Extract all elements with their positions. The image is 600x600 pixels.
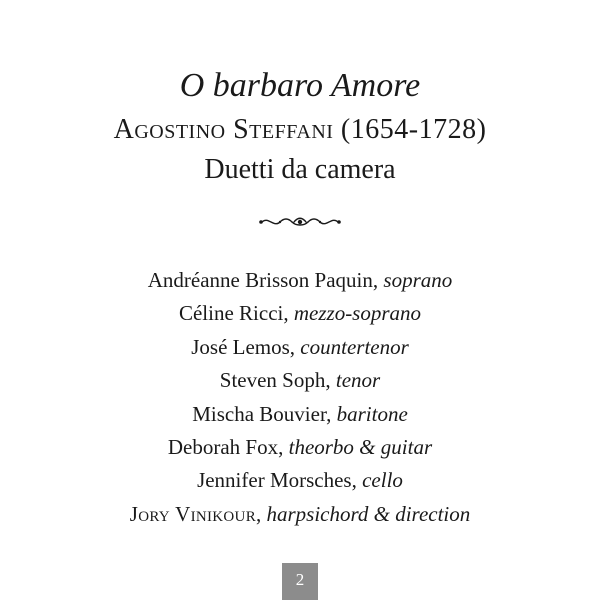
performer-name: Mischa Bouvier (192, 401, 327, 426)
performer-entry: Jennifer Morsches, cello (197, 468, 403, 493)
performer-role: harpsichord & direction (266, 501, 471, 526)
performer-role: soprano (383, 268, 453, 292)
performer-entry: Mischa Bouvier, baritone (192, 401, 408, 426)
performer-entry: Andréanne Brisson Paquin, soprano (147, 268, 453, 292)
performer-role: theorbo & guitar (288, 434, 433, 459)
performer-role: cello (362, 468, 403, 493)
performer-role: countertenor (300, 334, 409, 359)
performer-name: Andréanne Brisson Paquin (147, 268, 373, 292)
performer-name: Steven Soph (219, 368, 326, 393)
performer-name: Deborah Fox (167, 434, 279, 459)
performer-name: Jory Vinikour (129, 501, 256, 526)
performer-name: José Lemos (191, 334, 290, 359)
performer-entry: Céline Ricci, mezzo-soprano (178, 301, 422, 326)
performer-role: tenor (335, 368, 381, 393)
performer-entry: Deborah Fox, theorbo & guitar (167, 434, 433, 459)
page-number: 2 (282, 563, 318, 600)
performer-entry: Jory Vinikour, harpsichord & direction (129, 501, 471, 526)
fleuron-divider-icon (258, 212, 342, 232)
album-subtitle: Duetti da camera (204, 154, 396, 185)
performer-entry: José Lemos, countertenor (191, 334, 409, 359)
performer-name: Jennifer Morsches (197, 468, 352, 493)
performer-entry: Steven Soph, tenor (219, 368, 381, 393)
album-title: O barbaro Amore (179, 67, 421, 104)
composer-line: Agostino Steffani (1654-1728) (113, 114, 487, 145)
performer-role: mezzo-soprano (293, 301, 422, 326)
performer-name: Céline Ricci (178, 301, 284, 326)
performer-role: baritone (336, 401, 408, 426)
performer-list (0, 264, 600, 531)
